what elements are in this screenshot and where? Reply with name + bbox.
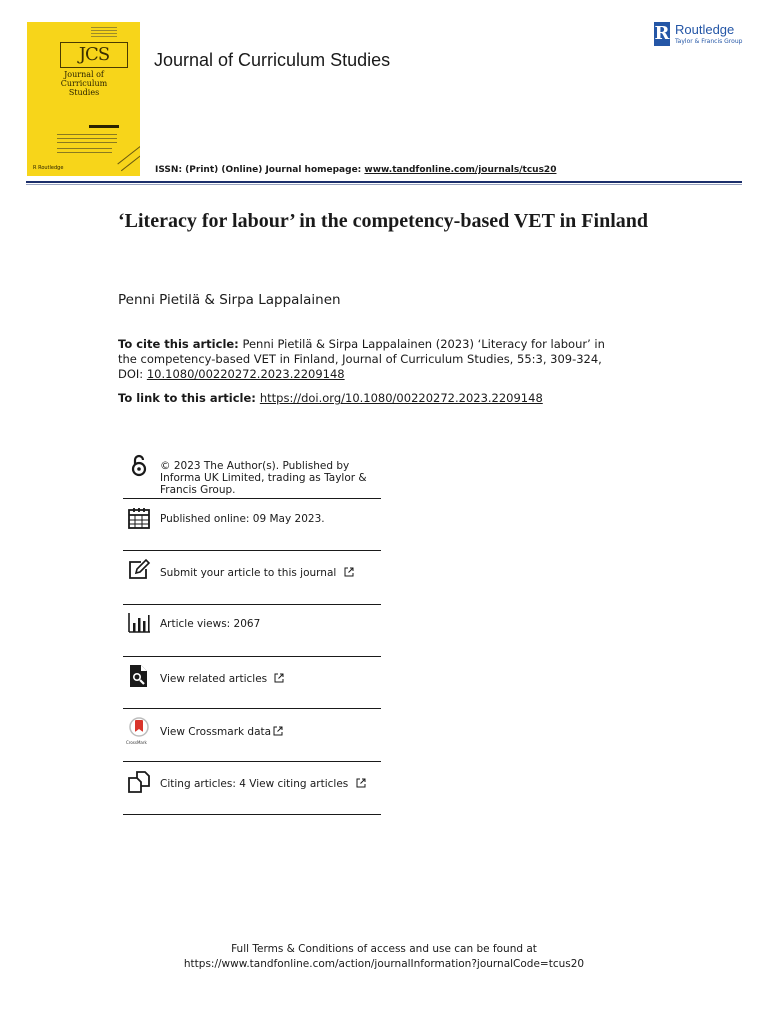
license-text: © 2023 The Author(s). Published by Informa UK Limited, trading as Taylor & Francis Group. — [160, 460, 367, 496]
license-row[interactable] — [123, 454, 381, 498]
related-text — [160, 673, 382, 685]
crossmark-label: View Crossmark data — [160, 726, 272, 738]
journal-cover — [27, 22, 140, 176]
search-document-icon — [127, 664, 151, 688]
cite-text: Penni Pietilä & Sirpa Lappalainen (2023) ‘Literacy for labour’ in the competency-based VET in Finland, Journal of Curriculum Studies, 55:3, 309-324, DOI: — [118, 337, 605, 381]
related-label: View related articles — [160, 673, 268, 685]
routledge-r-icon: R — [654, 23, 670, 44]
issn-line — [155, 165, 556, 175]
cover-title: Journal of Curriculum Studies — [60, 70, 108, 97]
citation-block — [118, 337, 618, 382]
bar-chart-icon — [127, 611, 151, 635]
citing-row[interactable] — [123, 766, 381, 814]
calendar-icon — [127, 506, 151, 530]
publisher-logo — [652, 20, 752, 50]
header-rule-thin — [26, 184, 742, 185]
article-title: ‘Literacy for labour’ in the competency-based VET in Finland — [118, 210, 648, 232]
crossmark-logo-text: CrossMark — [126, 740, 147, 745]
external-link-icon — [356, 778, 366, 788]
journal-homepage-link[interactable]: www.tandfonline.com/journals/tcus20 — [364, 165, 557, 175]
submit-row[interactable] — [123, 556, 381, 604]
published-text: Published online: 09 May 2023. — [160, 513, 325, 525]
published-row — [123, 504, 381, 550]
cover-top-note — [91, 25, 117, 39]
open-access-icon — [127, 454, 151, 478]
crossmark-row[interactable] — [123, 714, 381, 760]
cover-publisher-mark: R Routledge — [33, 165, 64, 171]
citing-label: Citing articles: 4 View citing articles — [160, 778, 349, 790]
link-block — [118, 391, 543, 405]
header-rule — [26, 181, 742, 183]
issn-label: ISSN: (Print) (Online) Journal homepage: — [155, 165, 365, 175]
footer — [0, 942, 768, 972]
external-link-icon — [344, 567, 354, 577]
cover-bar — [89, 125, 119, 128]
footer-line-1: Full Terms & Conditions of access and use can be found at — [231, 943, 537, 955]
footer-terms-link[interactable]: https://www.tandfonline.com/action/journalInformation?journalCode=tcus20 — [183, 958, 585, 970]
submit-text — [160, 567, 382, 579]
publisher-name: Routledge — [675, 22, 735, 37]
citing-articles-icon — [127, 770, 151, 794]
link-label: To link to this article: — [118, 391, 256, 405]
citing-text — [160, 778, 382, 790]
journal-title: Journal of Curriculum Studies — [154, 50, 391, 70]
publisher-subname: Taylor & Francis Group — [675, 38, 743, 45]
views-text: Article views: 2067 — [160, 618, 261, 630]
cover-logo: JCS — [60, 42, 128, 68]
article-doi-link[interactable]: https://doi.org/10.1080/00220272.2023.2209148 — [259, 391, 543, 405]
views-row — [123, 610, 381, 656]
cite-label: To cite this article: — [118, 337, 239, 351]
edit-icon — [127, 558, 151, 582]
crossmark-text — [160, 726, 382, 738]
article-authors: Penni Pietilä & Sirpa Lappalainen — [118, 292, 341, 308]
cite-doi-link[interactable]: 10.1080/00220272.2023.2209148 — [146, 367, 345, 381]
related-row[interactable] — [123, 662, 381, 708]
external-link-icon — [274, 673, 284, 683]
submit-label: Submit your article to this journal — [160, 567, 337, 579]
crossmark-icon — [127, 717, 151, 741]
external-link-icon — [273, 726, 283, 736]
